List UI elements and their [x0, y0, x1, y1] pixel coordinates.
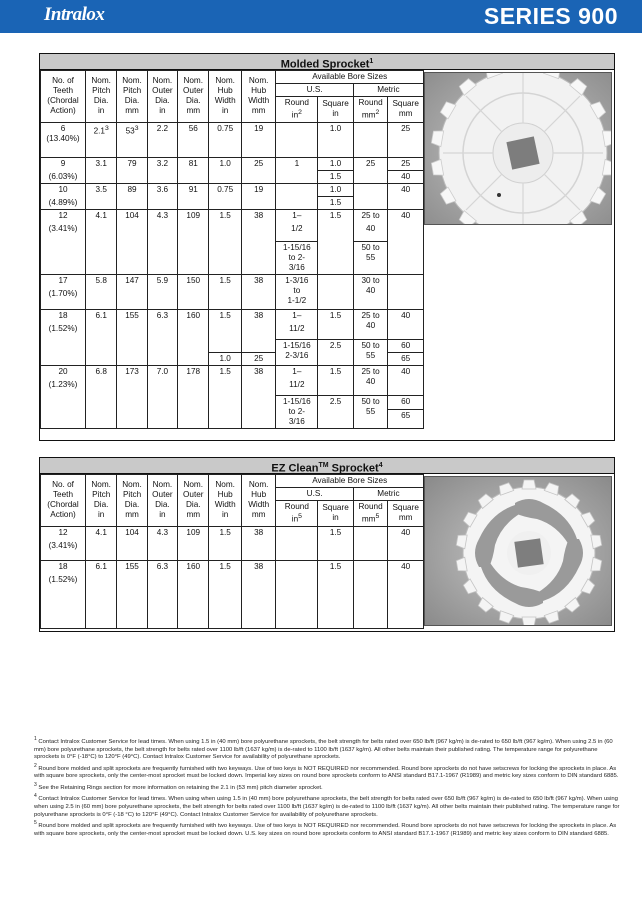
header-square-in: Square in — [318, 501, 354, 527]
footnote-2: $^2$ Round bore molded and split sprockets are frequently furnished with two keyways. Use of two keys is NOT REQUIRED nor recommended. Round bore sprockets do not have setscrews for locking the sprockets in place. As with square bore sprockets, only the center-most sprocket must be locked down. Imperial key sizes on round bore sprockets conform to ANSI standard B17.1-1967 (R1989) and metric key sizes conform to DIN standard 6885. — [34, 762, 619, 780]
table-row: 20 (1.23%) 6.8 173 7.0 178 1.5 38 1– 11/2 1.5 25 to 40 40 — [41, 365, 424, 395]
ez-clean-sprocket-image — [424, 476, 612, 626]
table-row: 12 (3.41%) 4.1 104 4.3 109 1.5 38 1– 1/2 1.5 25 to 40 40 — [41, 209, 424, 241]
header-available-bore: Available Bore Sizes — [276, 71, 424, 84]
series-title: SERIES 900 — [483, 3, 618, 29]
table-row: 1-15/16 to 2- 3/16 50 to 55 — [41, 241, 424, 274]
table-row: 12 (3.41%) 4.1 104 4.3 109 1.5 38 1.5 40 — [41, 526, 424, 560]
table-row: 1.5 40 — [41, 170, 424, 183]
footnotes — [34, 736, 624, 839]
header-no-teeth: No. of Teeth (Chordal Action) — [41, 71, 86, 123]
header-outer-in: Nom. Outer Dia. in — [147, 475, 177, 527]
ez-clean-sprocket-title: EZ Clean™ Sprocket$^4$ — [40, 458, 614, 474]
molded-sprocket-title: Molded Sprocket$^1$ — [40, 54, 614, 70]
table-row: 9 (6.03%) 3.1 79 3.2 81 1.0 25 1 1.0 25 25 — [41, 157, 424, 170]
header-hub-mm: Nom. Hub Width mm — [241, 71, 276, 123]
table-row: 10 (4.89%) 3.5 89 3.6 91 0.75 19 1.0 40 — [41, 183, 424, 196]
table-row: 1.5 — [41, 196, 424, 209]
header-pitch-mm: Nom. Pitch Dia. mm — [117, 475, 147, 527]
ez-clean-sprocket-section — [39, 457, 615, 632]
molded-sprocket-section — [39, 53, 615, 441]
header-square-mm: Square mm — [388, 97, 424, 123]
table-row: 18 (1.52%) 6.1 155 6.3 160 1.5 38 1– 11/2 1.5 25 to 40 40 — [41, 309, 424, 339]
header-hub-in: Nom. Hub Width in — [209, 71, 241, 123]
footnote-1: $^1$ Contact Intralox Customer Service for lead times. When using 1.5 in (40 mm) bore polyurethane sprockets, the belt strength for belts rated over 650 lb/ft (967 kg/m) is de-rated to 650 lb/ft (967 kg/m). When using 2.5 in (60 mm) bore polyurethane sprockets, the belt strength for belts rated over 1100 lb/ft (1637 kg/m) is de-rated to 1100 lb/ft (1637 kg/m). All other belts maintain their published rating. The temperature range for polyurethane sprockets is 0°F (-18°C) to 120°F (49°C). Contact Intralox Customer Service for availability of polyurethane sprockets. — [34, 736, 613, 761]
brand-logo: Intralox — [44, 4, 105, 25]
table-row: 1.0 25 65 — [41, 352, 424, 365]
page-header — [0, 0, 642, 33]
header-round-in: Round $in^5$ — [276, 501, 318, 527]
header-square-in: Square in — [318, 97, 354, 123]
header-pitch-in: Nom. Pitch Dia. in — [85, 71, 116, 123]
header-us: U.S. — [276, 488, 353, 501]
header-square-mm: Square mm — [388, 501, 424, 527]
header-round-mm: Round $mm^2$ — [353, 97, 388, 123]
header-metric: Metric — [353, 84, 423, 97]
header-round-mm: Round $mm^5$ — [353, 501, 388, 527]
header-pitch-in: Nom. Pitch Dia. in — [85, 475, 116, 527]
header-outer-mm: Nom. Outer Dia. mm — [178, 475, 209, 527]
header-available-bore: Available Bore Sizes — [276, 475, 424, 488]
header-round-in: Round $in^2$ — [276, 97, 318, 123]
table-row: 18 (1.52%) 6.1 155 6.3 160 1.5 38 1.5 40 — [41, 560, 424, 628]
header-outer-in: Nom. Outer Dia. in — [147, 71, 177, 123]
table-row: 6 (13.40%) $2.1^3$ $53^3$ 2.2 56 0.75 19 1.0 25 — [41, 122, 424, 157]
header-outer-mm: Nom. Outer Dia. mm — [178, 71, 209, 123]
header-metric: Metric — [353, 488, 423, 501]
table-row: 1-15/16 to 2- 3/16 2.5 50 to 55 60 65 — [41, 395, 424, 428]
table-row: 17 (1.70%) 5.8 147 5.9 150 1.5 38 1-3/16 to 1-1/2 30 to 40 — [41, 274, 424, 309]
header-us: U.S. — [276, 84, 353, 97]
footnote-3: $^3$ See the Retaining Rings section for more information on retaining the 2.1 in (53 mm) pitch diameter sprocket. — [34, 781, 323, 791]
header-no-teeth: No. of Teeth (Chordal Action) — [41, 475, 86, 527]
header-hub-mm: Nom. Hub Width mm — [241, 475, 276, 527]
footnote-4: $^4$ Contact Intralox Customer Service for lead times. When using when using 1.5 in (40 mm) bore polyurethane sprockets, the belt strength for belts rated over 650 lb/ft (967 kg/m) is de-rated to 650 lb/ft (967 kg/m). When using when using 2.5 in (60 mm) bore polyurethane sprockets, the belt strength for belts rated over 1100 lb/ft (1637 kg/m) is de-rated to 1100 lb/ft (1637 kg/m). All other belts maintain their published rating. The temperature range for polyurethane sprockets is 0°F (-18 °C) to 120°F (49°C). Contact Intralox Customer Service for availability of polyurethane sprockets. — [34, 793, 620, 818]
ez-clean-sprocket-table — [40, 474, 424, 629]
footnote-5: $^5$ Round bore molded and split sprockets are frequently furnished with two keyways. Use of two keys is NOT REQUIRED nor recommended. Round bore sprockets do not have setscrews for locking the sprockets in place. As with square bore sprockets, only the center-most sprocket must be locked down. U.S. key sizes on round bore sprockets conform to ANSI standard B17.1-1967 (R1989) and metric key sizes conform to DIN standard 6885. — [34, 820, 617, 837]
molded-sprocket-image — [424, 72, 612, 225]
table-row: 1-15/16 2-3/16 2.5 50 to 55 60 — [41, 339, 424, 352]
header-hub-in: Nom. Hub Width in — [209, 475, 241, 527]
header-pitch-mm: Nom. Pitch Dia. mm — [117, 71, 147, 123]
molded-sprocket-table — [40, 70, 424, 429]
